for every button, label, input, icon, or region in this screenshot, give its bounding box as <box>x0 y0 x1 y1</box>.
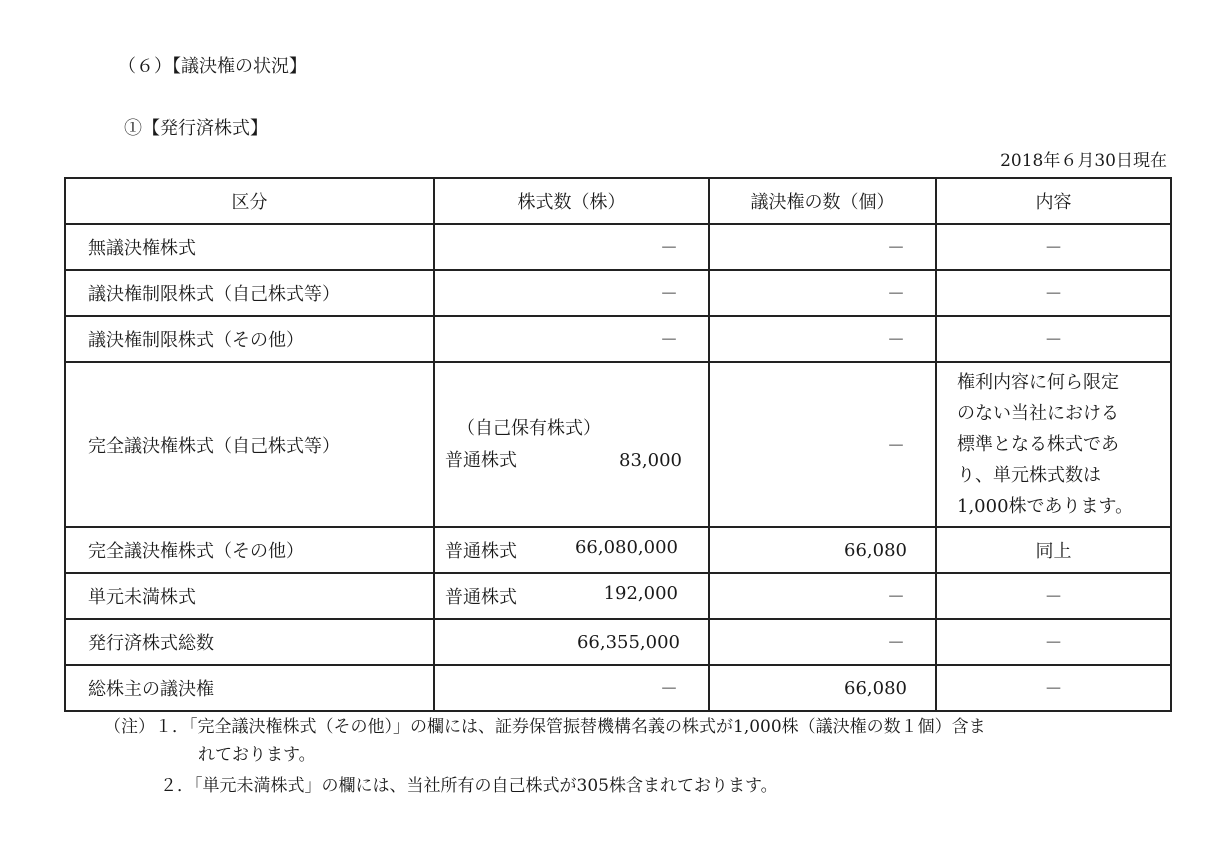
row-category: 完全議決権株式（その他） <box>65 527 434 573</box>
content-line: のない当社における <box>957 403 1119 424</box>
row-content: 同上 <box>936 527 1171 573</box>
row-votes: － <box>709 270 936 316</box>
shares-value: 192,000 <box>603 583 678 604</box>
row-category: 発行済株式総数 <box>65 619 434 665</box>
row-content: － <box>936 270 1171 316</box>
row-votes: － <box>709 619 936 665</box>
row-votes: － <box>709 573 936 619</box>
row-content: － <box>936 316 1171 362</box>
content-line: 権利内容に何ら限定 <box>957 372 1119 393</box>
table-row <box>65 224 1171 270</box>
section-title: （６）【議決権の状況】 <box>118 56 307 77</box>
note-1: （注）１．「完全議決権株式（その他）」の欄には、証券保管振替機構名義の株式が1,000株（議決権の数１個）含ま <box>104 717 986 737</box>
row-category: 議決権制限株式（その他） <box>65 316 434 362</box>
as-of-date: 2018年６月30日現在 <box>1000 151 1167 171</box>
row-category: 完全議決権株式（自己株式等） <box>65 362 434 527</box>
row-shares: － <box>434 270 709 316</box>
row-votes: － <box>709 316 936 362</box>
subsection-title: ①【発行済株式】 <box>124 118 268 139</box>
row-shares <box>434 573 709 619</box>
shares-value: 83,000 <box>619 449 682 471</box>
row-content: － <box>936 619 1171 665</box>
table-header-row <box>65 178 1171 224</box>
row-category: 単元未満株式 <box>65 573 434 619</box>
table-row <box>65 665 1171 711</box>
row-category: 総株主の議決権 <box>65 665 434 711</box>
row-shares: － <box>434 316 709 362</box>
shares-value: 66,080,000 <box>574 537 678 558</box>
table-row <box>65 619 1171 665</box>
shares-type: 普通株式 <box>445 587 517 608</box>
header-shares: 株式数（株） <box>434 178 709 224</box>
row-votes: 66,080 <box>709 665 936 711</box>
shares-label: （自己保有株式） <box>457 417 601 439</box>
voting-rights-table <box>64 177 1172 712</box>
table-row <box>65 527 1171 573</box>
row-content <box>936 362 1171 527</box>
header-category: 区分 <box>65 178 434 224</box>
row-category: 無議決権株式 <box>65 224 434 270</box>
content-line: り、単元株式数は <box>957 465 1101 486</box>
header-votes: 議決権の数（個） <box>709 178 936 224</box>
row-content: － <box>936 665 1171 711</box>
row-content: － <box>936 573 1171 619</box>
row-votes: － <box>709 224 936 270</box>
content-line: 1,000株であります。 <box>957 496 1134 517</box>
content-line: 標準となる株式であ <box>957 434 1119 455</box>
shares-type: 普通株式 <box>445 541 517 562</box>
row-votes: － <box>709 362 936 527</box>
table-row <box>65 573 1171 619</box>
row-votes: 66,080 <box>709 527 936 573</box>
row-shares: － <box>434 665 709 711</box>
shares-line <box>445 445 708 477</box>
table-row <box>65 316 1171 362</box>
row-category: 議決権制限株式（自己株式等） <box>65 270 434 316</box>
shares-type: 普通株式 <box>445 449 517 471</box>
note-1-continued: れております。 <box>198 745 316 765</box>
header-content: 内容 <box>936 178 1171 224</box>
table-row <box>65 270 1171 316</box>
row-content: － <box>936 224 1171 270</box>
row-shares <box>434 527 709 573</box>
note-2: ２．「単元未満株式」の欄には、当社所有の自己株式が305株含まれております。 <box>160 776 778 796</box>
row-shares <box>434 362 709 527</box>
table-row <box>65 362 1171 527</box>
row-shares: 66,355,000 <box>434 619 709 665</box>
row-shares: － <box>434 224 709 270</box>
